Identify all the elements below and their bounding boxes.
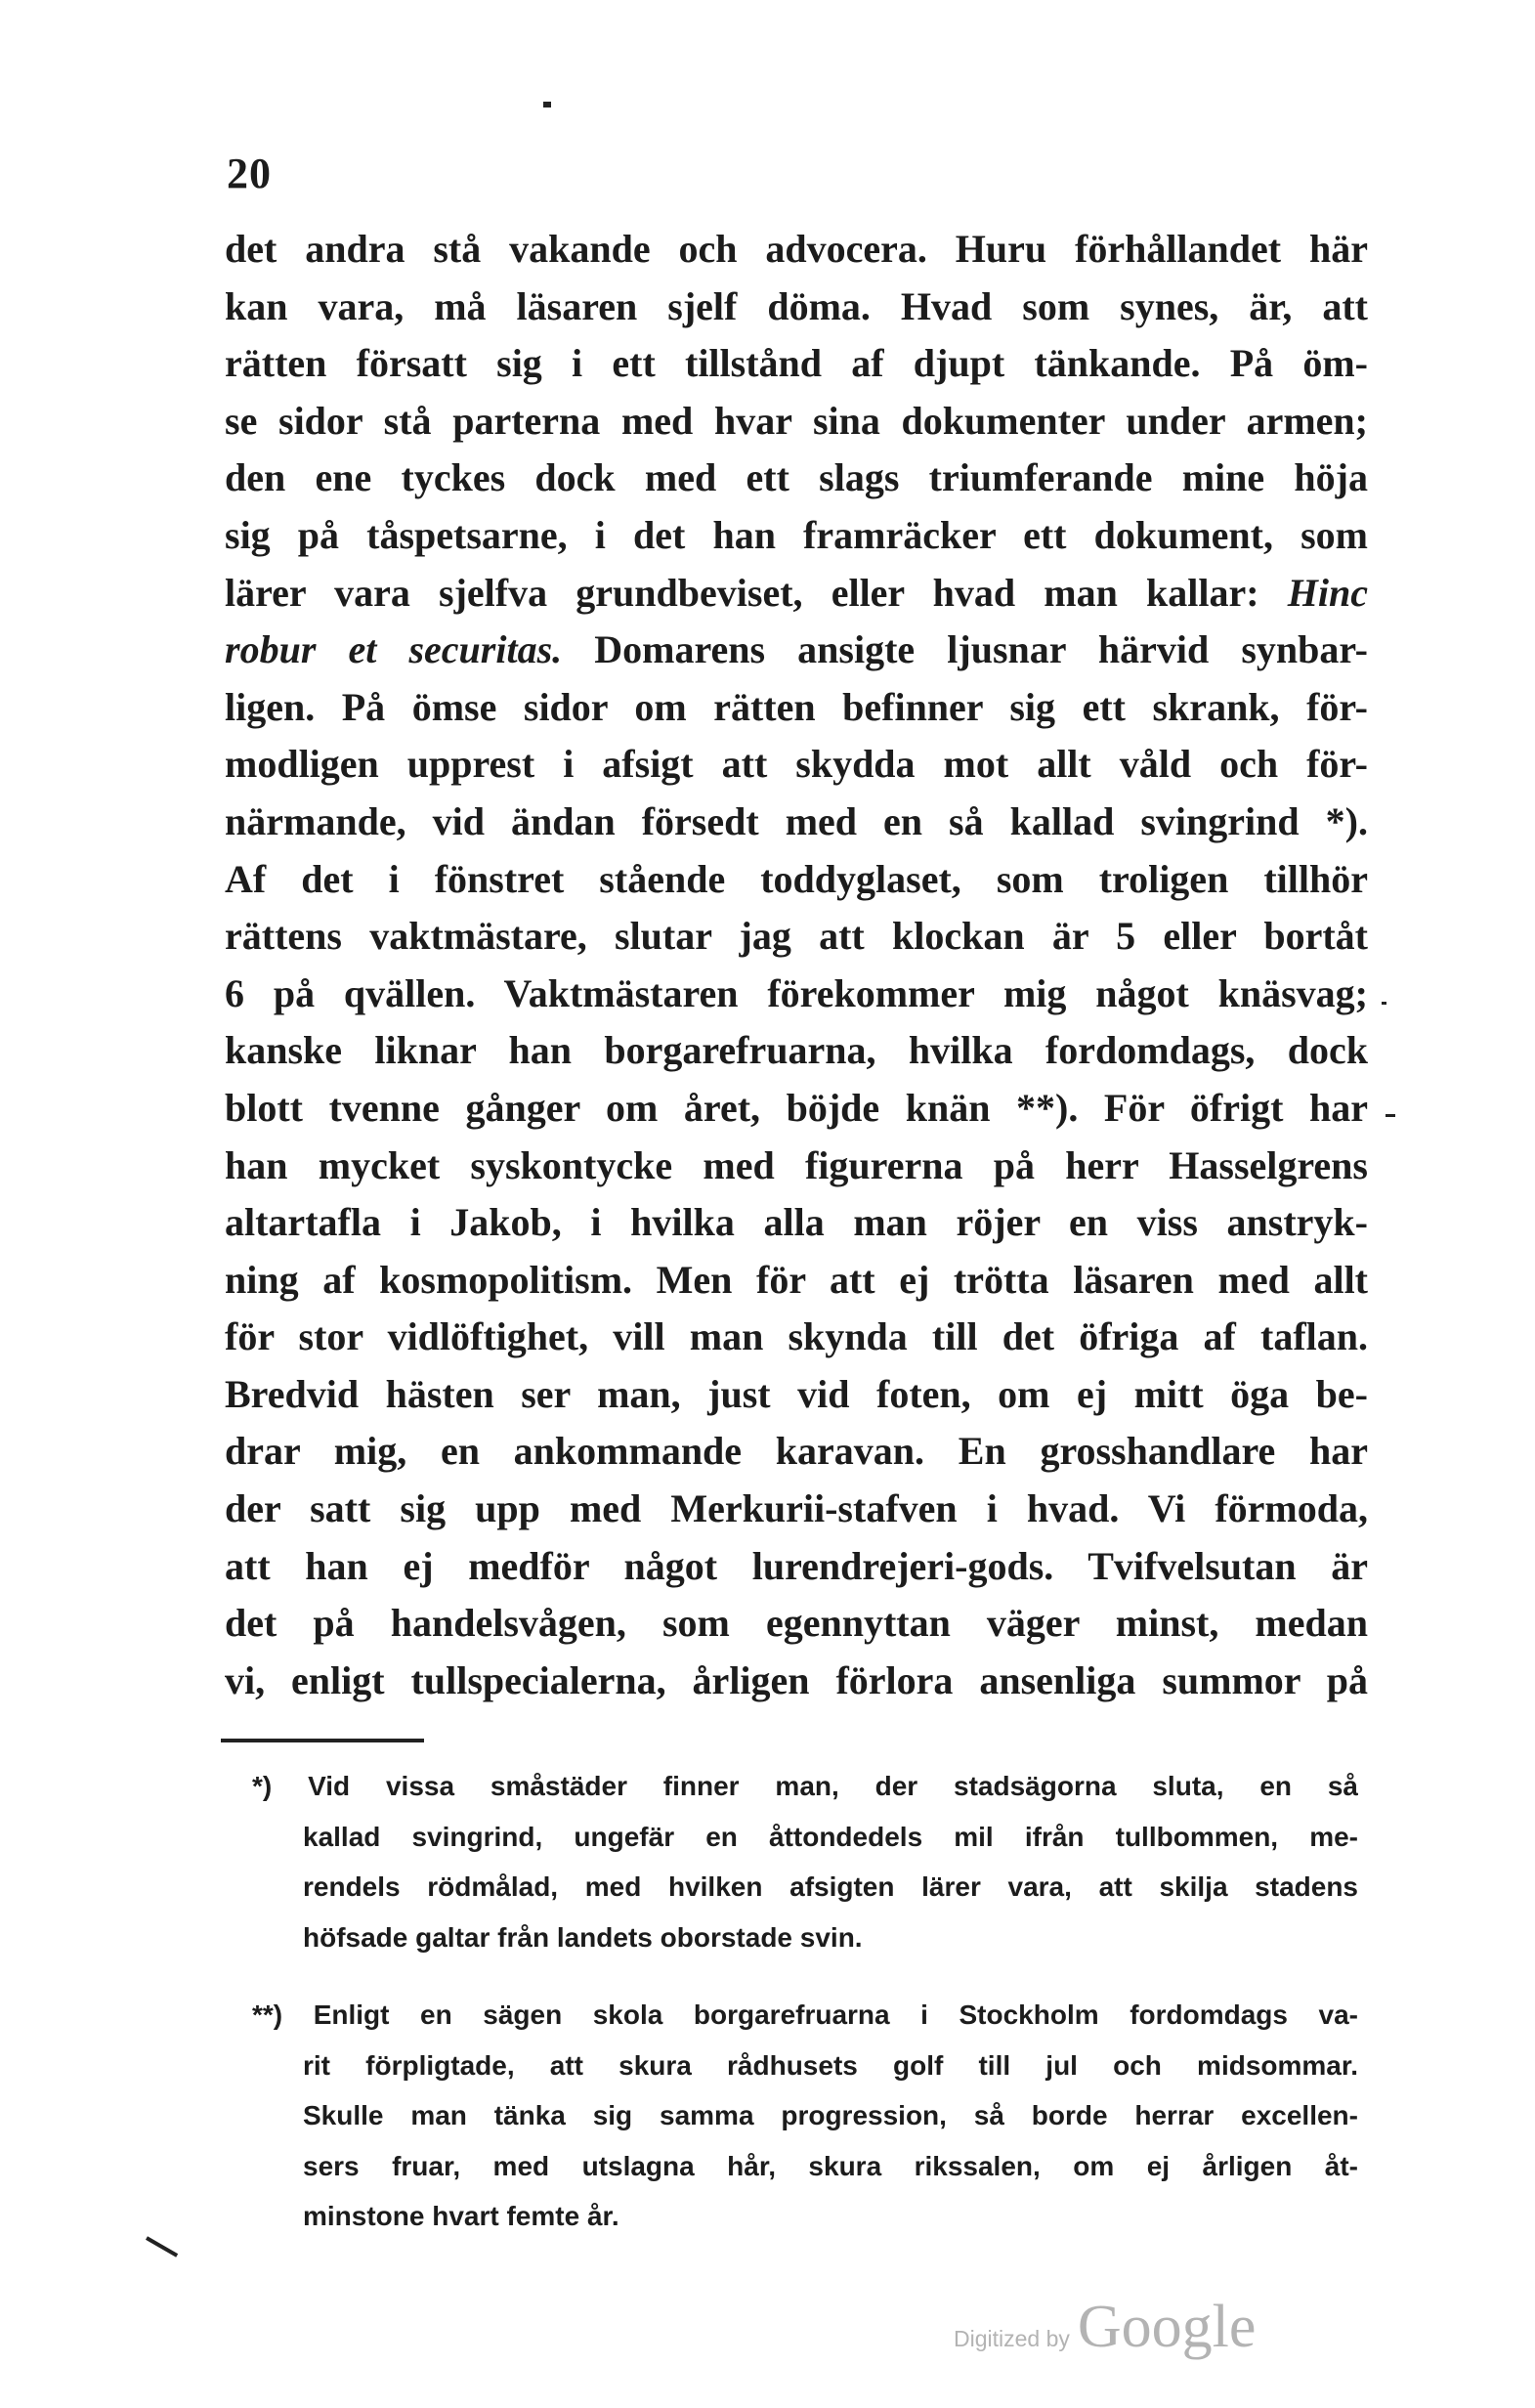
watermark-prefix: Digitized by xyxy=(954,2326,1070,2351)
footnote-line: Skulle man tänka sig samma progression, så borde herrar excellen- xyxy=(303,2100,1358,2130)
text-line: blott tvenne gånger om året, böjde knän **). För öfrigt har xyxy=(225,1085,1368,1130)
text-line xyxy=(225,622,1368,679)
ink-speck xyxy=(543,102,551,108)
text-line: ligen. På ömse sidor om rätten befinner sig ett skrank, för- xyxy=(225,684,1368,729)
margin-dash xyxy=(1386,1114,1395,1117)
footnote-line: minstone hvart femte år. xyxy=(303,2201,619,2231)
text-line xyxy=(225,565,1368,623)
footnote-text: Vid vissa småstäder finner man, der stadsägorna sluta, en så xyxy=(308,1771,1358,1801)
text-line: sig på tåspetsarne, i det han framräcker ett dokument, som xyxy=(225,512,1368,557)
footnote-line: sers fruar, med utslagna hår, skura rikssalen, om ej årligen åt- xyxy=(303,2150,1358,2181)
footnote-line: rendels rödmålad, med hvilken afsigten lärer vara, att skilja stadens xyxy=(303,1871,1358,1902)
text-line: rättens vaktmästare, slutar jag att klockan är 5 eller bortåt xyxy=(225,914,1368,959)
italic-phrase: Hinc xyxy=(1287,570,1368,615)
text-line: han mycket syskontycke med figurerna på herr Hasselgrens xyxy=(225,1142,1368,1187)
text-line: Af det i fönstret stående toddyglaset, som troligen tillhör xyxy=(225,856,1368,901)
text-line: rätten försatt sig i ett tillstånd af djupt tänkande. På öm- xyxy=(225,341,1368,386)
footnote-line: rit förpligtade, att skura rådhusets golf till jul och midsommar. xyxy=(303,2049,1358,2081)
margin-dash xyxy=(1382,1002,1386,1005)
footnote-text: Enligt en sägen skola borgarefruarna i Stockholm fordomdags va- xyxy=(313,2000,1358,2030)
footnote-line xyxy=(252,1990,1358,2041)
text-line: det på handelsvågen, som egennyttan väger minst, medan xyxy=(225,1601,1368,1646)
text-line: den ene tyckes dock med ett slags triumferande mine höja xyxy=(225,455,1368,500)
footnote-1 xyxy=(252,1761,1358,1962)
text-line: kan vara, må läsaren sjelf döma. Hvad som synes, är, att xyxy=(225,283,1368,328)
text-line: altartafla i Jakob, i hvilka alla man röjer en viss anstryk- xyxy=(225,1200,1368,1245)
footnote-2 xyxy=(252,1990,1358,2242)
text-line: Bredvid hästen ser man, just vid foten, om ej mitt öga be- xyxy=(225,1371,1368,1416)
footnote-line xyxy=(252,1761,1358,1812)
text-line: ning af kosmopolitism. Men för att ej trötta läsaren med allt xyxy=(225,1257,1368,1302)
text-segment: lärer vara sjelfva grundbeviset, eller hvad man kallar: xyxy=(225,570,1259,615)
footnote-marker: *) xyxy=(252,1771,273,1801)
text-line: att han ej medför något lurendrejeri-gods. Tvifvelsutan är xyxy=(225,1543,1368,1588)
italic-phrase: robur et securitas. xyxy=(225,627,563,672)
text-line: vi, enligt tullspecialerna, årligen förlora ansenliga summor på xyxy=(225,1657,1368,1702)
ink-stroke xyxy=(146,2236,178,2257)
text-line: der satt sig upp med Merkurii-stafven i hvad. Vi förmoda, xyxy=(225,1486,1368,1531)
footnote-rule xyxy=(221,1739,424,1742)
google-logo: Google xyxy=(1077,2294,1257,2360)
footnotes xyxy=(252,1761,1358,2269)
text-segment: Domarens ansigte ljusnar härvid synbar- xyxy=(594,627,1368,672)
text-line: se sidor stå parterna med hvar sina dokumenter under armen; xyxy=(225,398,1368,443)
digitized-watermark xyxy=(954,2293,1256,2362)
body-text xyxy=(225,221,1368,1709)
text-line: närmande, vid ändan försedt med en så kallad svingrind *). xyxy=(225,798,1368,843)
footnote-line: kallad svingrind, ungefär en åttondedels mil ifrån tullbommen, me- xyxy=(303,1821,1358,1852)
text-line: för stor vidlöftighet, vill man skynda till det öfriga af taflan. xyxy=(225,1314,1368,1359)
text-line: modligen upprest i afsigt att skydda mot allt våld och för- xyxy=(225,742,1368,787)
text-line: drar mig, en ankommande karavan. En grosshandlare har xyxy=(225,1429,1368,1474)
footnote-line: höfsade galtar från landets oborstade svin. xyxy=(303,1921,863,1953)
page-number: 20 xyxy=(227,150,272,197)
footnote-marker: **) xyxy=(252,2000,283,2030)
text-line: kanske liknar han borgarefruarna, hvilka fordomdags, dock xyxy=(225,1028,1368,1073)
text-line: 6 på qvällen. Vaktmästaren förekommer mig något knäsvag; xyxy=(225,970,1368,1015)
text-line: det andra stå vakande och advocera. Huru förhållandet här xyxy=(225,227,1368,271)
